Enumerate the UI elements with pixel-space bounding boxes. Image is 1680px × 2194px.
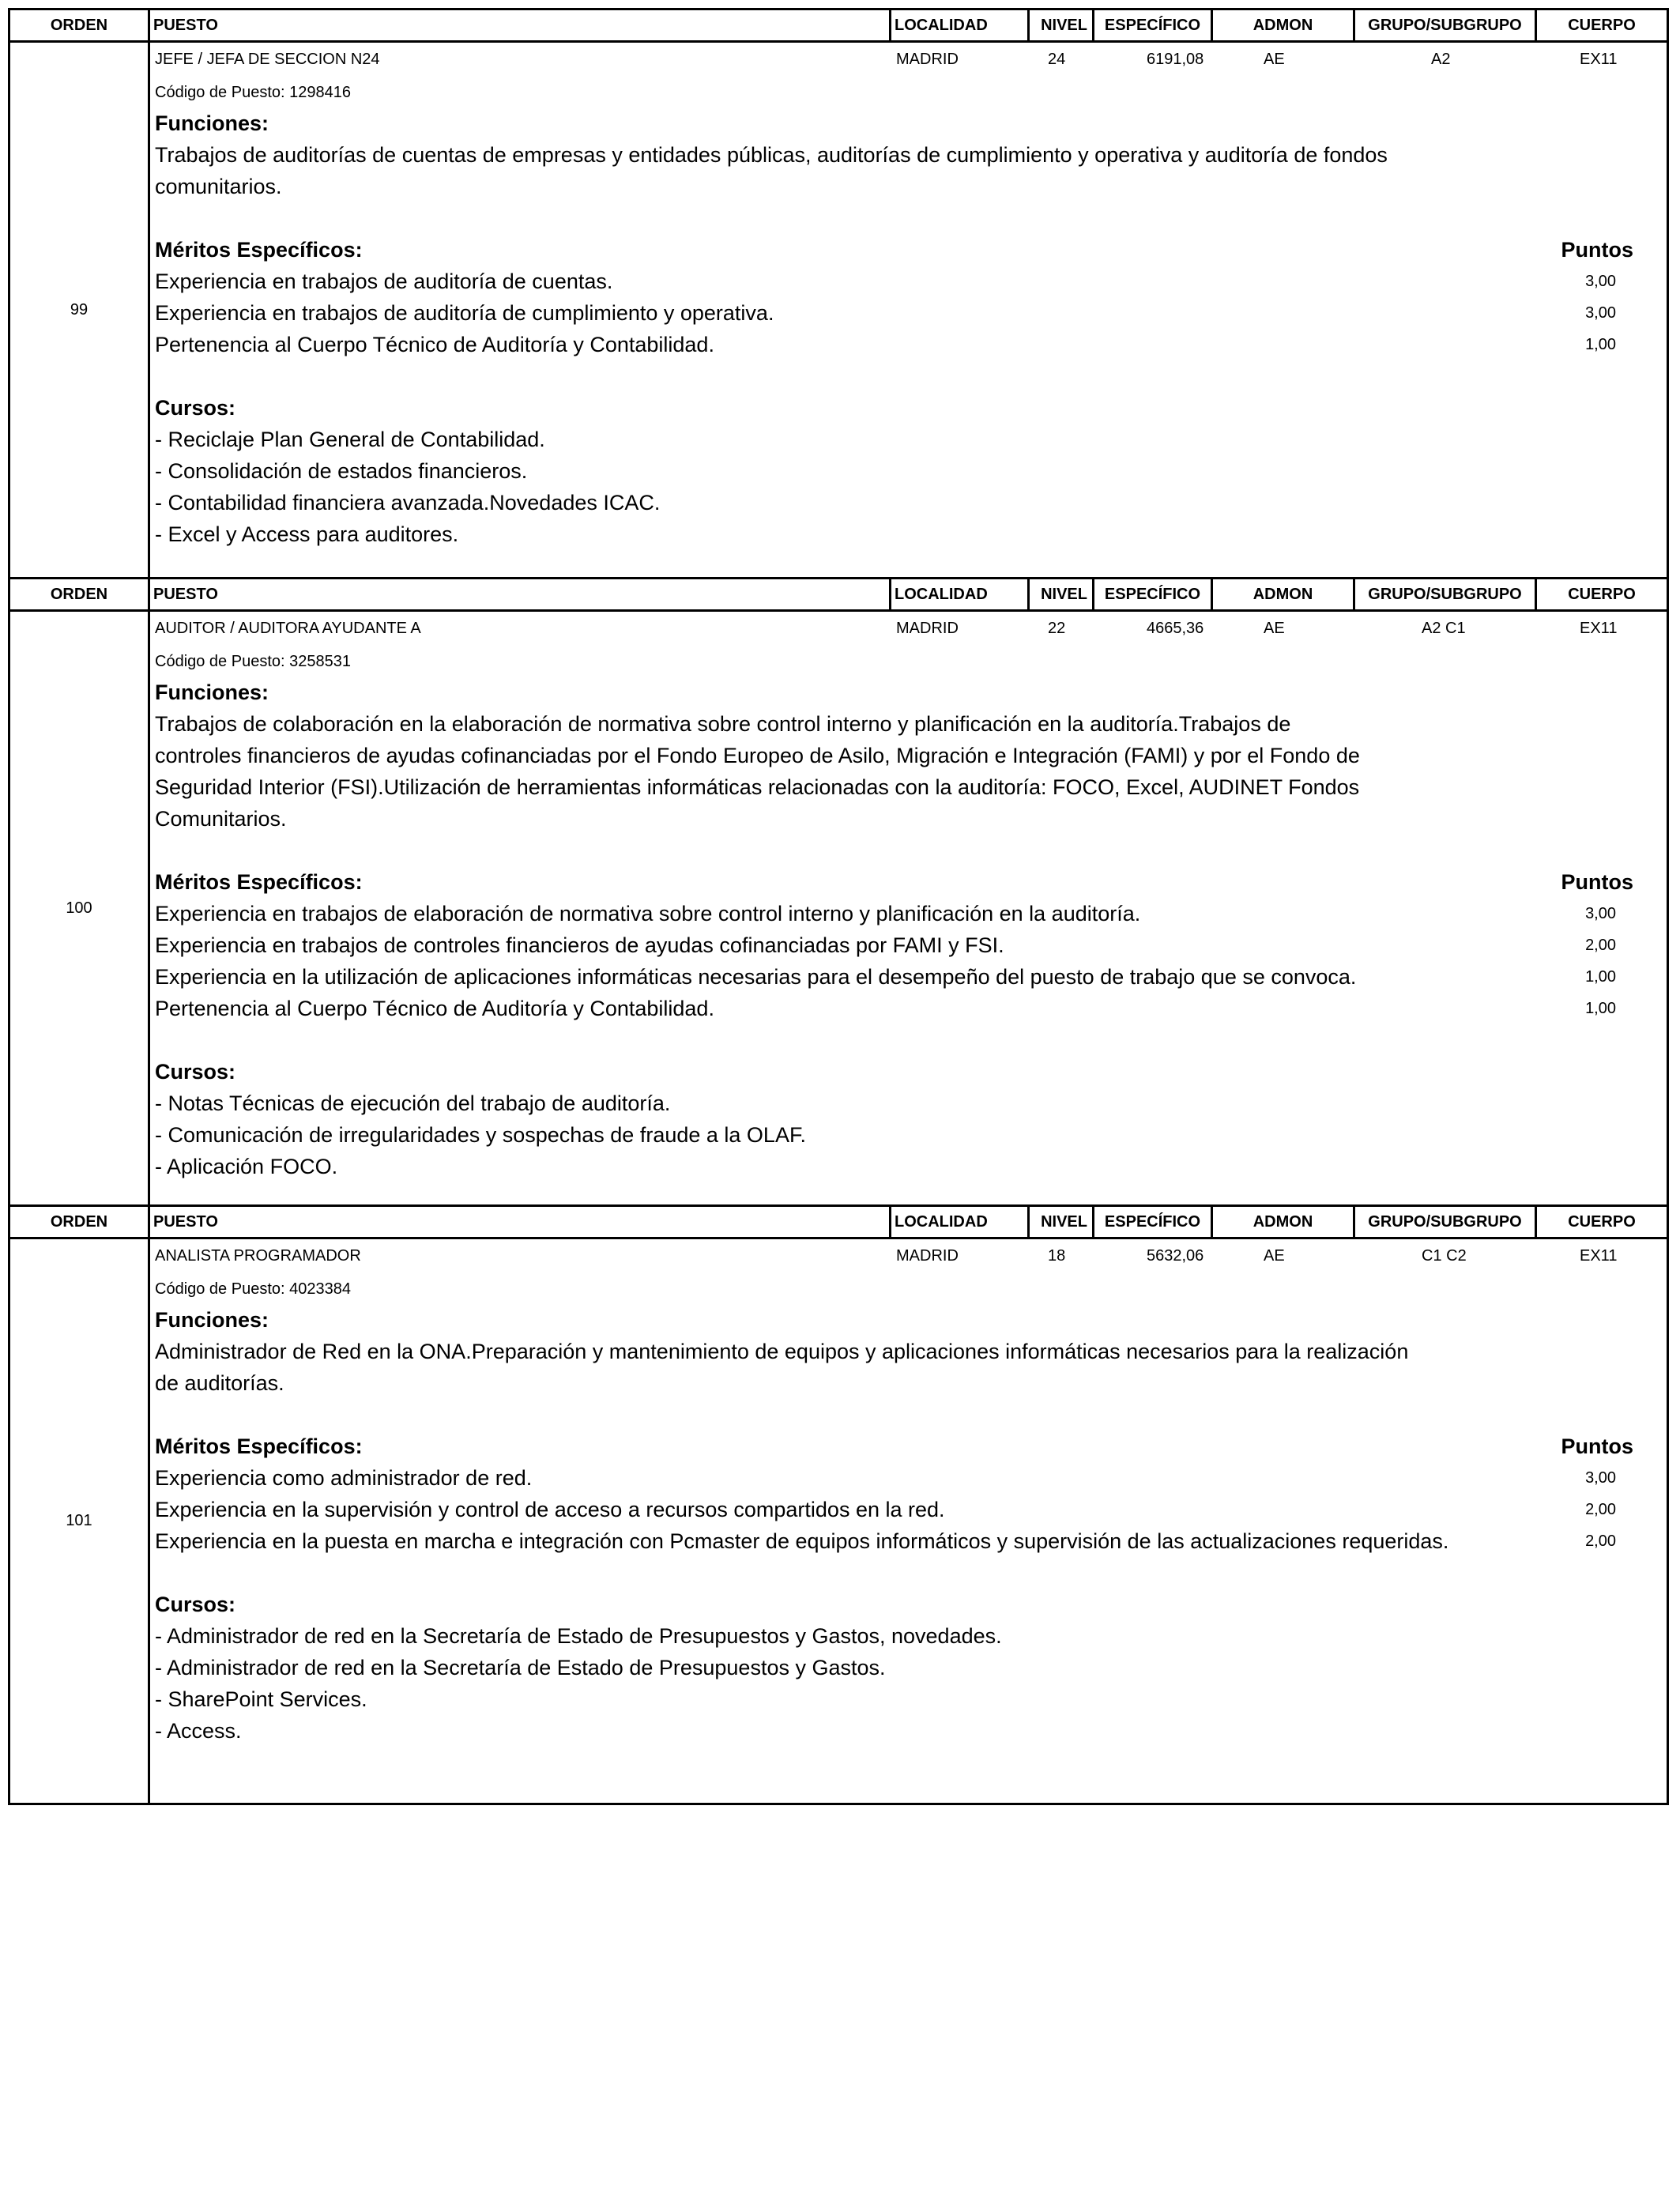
especifico-value: 5632,06 (1147, 1247, 1204, 1265)
course-item: - Administrador de red en la Secretaría de Estado de Presupuestos y Gastos, novedades. (155, 1624, 1002, 1648)
table-header (10, 1207, 1667, 1239)
cuerpo-value: EX11 (1580, 51, 1618, 68)
especifico-value: 4665,36 (1147, 620, 1204, 637)
codigo-puesto: Código de Puesto: 1298416 (155, 84, 351, 101)
header-grupo: GRUPO/SUBGRUPO (1355, 579, 1537, 609)
funciones-text: Trabajos de auditorías de cuentas de empresas y entidades públicas, auditorías de cumplimiento y operativa y auditoría de fondos comunitarios. (155, 143, 1388, 198)
positions-table (8, 8, 1669, 1805)
header-puesto: PUESTO (150, 579, 891, 609)
puntos-label: Puntos (1561, 238, 1633, 262)
header-puesto: PUESTO (150, 10, 891, 40)
course-item: - Aplicación FOCO. (155, 1155, 338, 1178)
localidad-value: MADRID (896, 1247, 959, 1265)
nivel-value: 24 (1048, 51, 1066, 68)
table-header (10, 10, 1667, 43)
merit-points: 1,00 (1585, 968, 1616, 986)
funciones-text: Trabajos de colaboración en la elaboración de normativa sobre control interno y planificación en la auditoría.Trabajos de controles financieros de ayudas cofinanciadas por el Fondo Europeo de Asilo, Migración e Integración (FAMI) y por el Fondo de Seguridad Interior (FSI).Utilización de herramientas informáticas relacionadas con la auditoría: FOCO, Excel, AUDINET Fondos Comunitarios. (155, 712, 1360, 831)
orden-value: 101 (10, 1239, 150, 1803)
header-cuerpo: CUERPO (1568, 16, 1636, 34)
course-item: - Comunicación de irregularidades y sospechas de fraude a la OLAF. (155, 1123, 806, 1147)
course-item: - Contabilidad financiera avanzada.Novedades ICAC. (155, 491, 661, 515)
position-block-100 (8, 577, 1669, 1204)
header-especifico: ESPECÍFICO (1094, 1207, 1213, 1237)
meritos-title: Méritos Específicos: (155, 870, 363, 894)
header-orden: ORDEN (10, 579, 150, 609)
puntos-label: Puntos (1561, 870, 1633, 894)
position-block-101 (8, 1204, 1669, 1805)
merit-item: Experiencia en la puesta en marcha e integración con Pcmaster de equipos informáticos y supervisión de las actualizaciones requeridas. 2,00 (155, 1525, 1667, 1557)
cuerpo-value: EX11 (1580, 620, 1618, 637)
localidad-value: MADRID (896, 51, 959, 68)
merit-item: Experiencia como administrador de red. 3,00 (155, 1462, 1667, 1494)
nivel-value: 18 (1048, 1247, 1066, 1265)
header-orden: ORDEN (10, 1207, 150, 1237)
position-summary-row (155, 46, 1667, 77)
merit-item: Experiencia en la supervisión y control de acceso a recursos compartidos en la red. 2,00 (155, 1494, 1667, 1525)
header-admon: ADMON (1213, 1207, 1355, 1237)
header-localidad: LOCALIDAD (891, 1207, 1030, 1237)
funciones-text: Administrador de Red en la ONA.Preparación y mantenimiento de equipos y aplicaciones informáticas necesarios para la realización de auditorías. (155, 1340, 1409, 1395)
header-grupo: GRUPO/SUBGRUPO (1355, 10, 1537, 40)
merit-item: Experiencia en trabajos de auditoría de cumplimiento y operativa. 3,00 (155, 297, 1667, 329)
table-header (10, 579, 1667, 612)
orden-value: 99 (10, 43, 150, 577)
course-item: - Access. (155, 1719, 242, 1743)
merit-points: 1,00 (1585, 336, 1616, 353)
orden-value: 100 (10, 612, 150, 1204)
puesto-value: JEFE / JEFA DE SECCION N24 (155, 51, 380, 68)
course-item: - Reciclaje Plan General de Contabilidad. (155, 428, 545, 451)
nivel-value: 22 (1048, 620, 1066, 637)
position-block-99 (8, 8, 1669, 577)
header-cuerpo: CUERPO (1568, 1212, 1636, 1231)
merit-item: Experiencia en trabajos de controles financieros de ayudas cofinanciadas por FAMI y FSI. 2,00 (155, 929, 1667, 961)
header-admon: ADMON (1213, 10, 1355, 40)
header-cuerpo: CUERPO (1568, 585, 1636, 603)
cursos-title: Cursos: (155, 396, 236, 420)
especifico-value: 6191,08 (1147, 51, 1204, 68)
position-summary-row (155, 615, 1667, 647)
header-admon: ADMON (1213, 579, 1355, 609)
codigo-puesto: Código de Puesto: 3258531 (155, 653, 351, 670)
merit-item: Experiencia en trabajos de elaboración de normativa sobre control interno y planificación en la auditoría. 3,00 (155, 898, 1667, 929)
merit-points: 1,00 (1585, 1000, 1616, 1017)
course-item: - SharePoint Services. (155, 1687, 367, 1711)
localidad-value: MADRID (896, 620, 959, 637)
cursos-title: Cursos: (155, 1593, 236, 1616)
header-nivel: NIVEL (1030, 10, 1094, 40)
header-localidad: LOCALIDAD (891, 10, 1030, 40)
course-item: - Notas Técnicas de ejecución del trabajo de auditoría. (155, 1091, 671, 1115)
merit-item: Experiencia en trabajos de auditoría de cuentas. 3,00 (155, 266, 1667, 297)
merit-points: 3,00 (1585, 905, 1616, 922)
header-especifico: ESPECÍFICO (1094, 579, 1213, 609)
header-puesto: PUESTO (150, 1207, 891, 1237)
grupo-value: A2 C1 (1422, 620, 1466, 637)
header-especifico: ESPECÍFICO (1094, 10, 1213, 40)
puntos-label: Puntos (1561, 1434, 1633, 1458)
admon-value: AE (1264, 620, 1285, 637)
header-orden: ORDEN (10, 10, 150, 40)
funciones-title: Funciones: (155, 680, 269, 704)
course-item: - Excel y Access para auditores. (155, 522, 459, 546)
merit-points: 2,00 (1585, 937, 1616, 954)
meritos-title: Méritos Específicos: (155, 238, 363, 262)
merit-points: 3,00 (1585, 304, 1616, 322)
header-localidad: LOCALIDAD (891, 579, 1030, 609)
funciones-title: Funciones: (155, 1308, 269, 1332)
puesto-value: ANALISTA PROGRAMADOR (155, 1247, 361, 1265)
merit-points: 2,00 (1585, 1532, 1616, 1550)
cuerpo-value: EX11 (1580, 1247, 1618, 1265)
merit-item: Pertenencia al Cuerpo Técnico de Auditoría y Contabilidad. 1,00 (155, 329, 1667, 360)
position-summary-row (155, 1242, 1667, 1274)
course-item: - Administrador de red en la Secretaría de Estado de Presupuestos y Gastos. (155, 1656, 886, 1679)
merit-item: Pertenencia al Cuerpo Técnico de Auditoría y Contabilidad. 1,00 (155, 993, 1667, 1024)
merit-item: Experiencia en la utilización de aplicaciones informáticas necesarias para el desempeño del puesto de trabajo que se convoca. 1,00 (155, 961, 1667, 993)
cursos-title: Cursos: (155, 1060, 236, 1084)
header-grupo: GRUPO/SUBGRUPO (1355, 1207, 1537, 1237)
header-nivel: NIVEL (1030, 1207, 1094, 1237)
grupo-value: C1 C2 (1422, 1247, 1467, 1265)
admon-value: AE (1264, 1247, 1285, 1265)
puesto-value: AUDITOR / AUDITORA AYUDANTE A (155, 620, 421, 637)
grupo-value: A2 (1431, 51, 1451, 68)
funciones-title: Funciones: (155, 111, 269, 135)
course-item: - Consolidación de estados financieros. (155, 459, 528, 483)
admon-value: AE (1264, 51, 1285, 68)
merit-points: 2,00 (1585, 1501, 1616, 1518)
header-nivel: NIVEL (1030, 579, 1094, 609)
codigo-puesto: Código de Puesto: 4023384 (155, 1280, 351, 1298)
meritos-title: Méritos Específicos: (155, 1434, 363, 1458)
merit-points: 3,00 (1585, 273, 1616, 290)
merit-points: 3,00 (1585, 1469, 1616, 1487)
